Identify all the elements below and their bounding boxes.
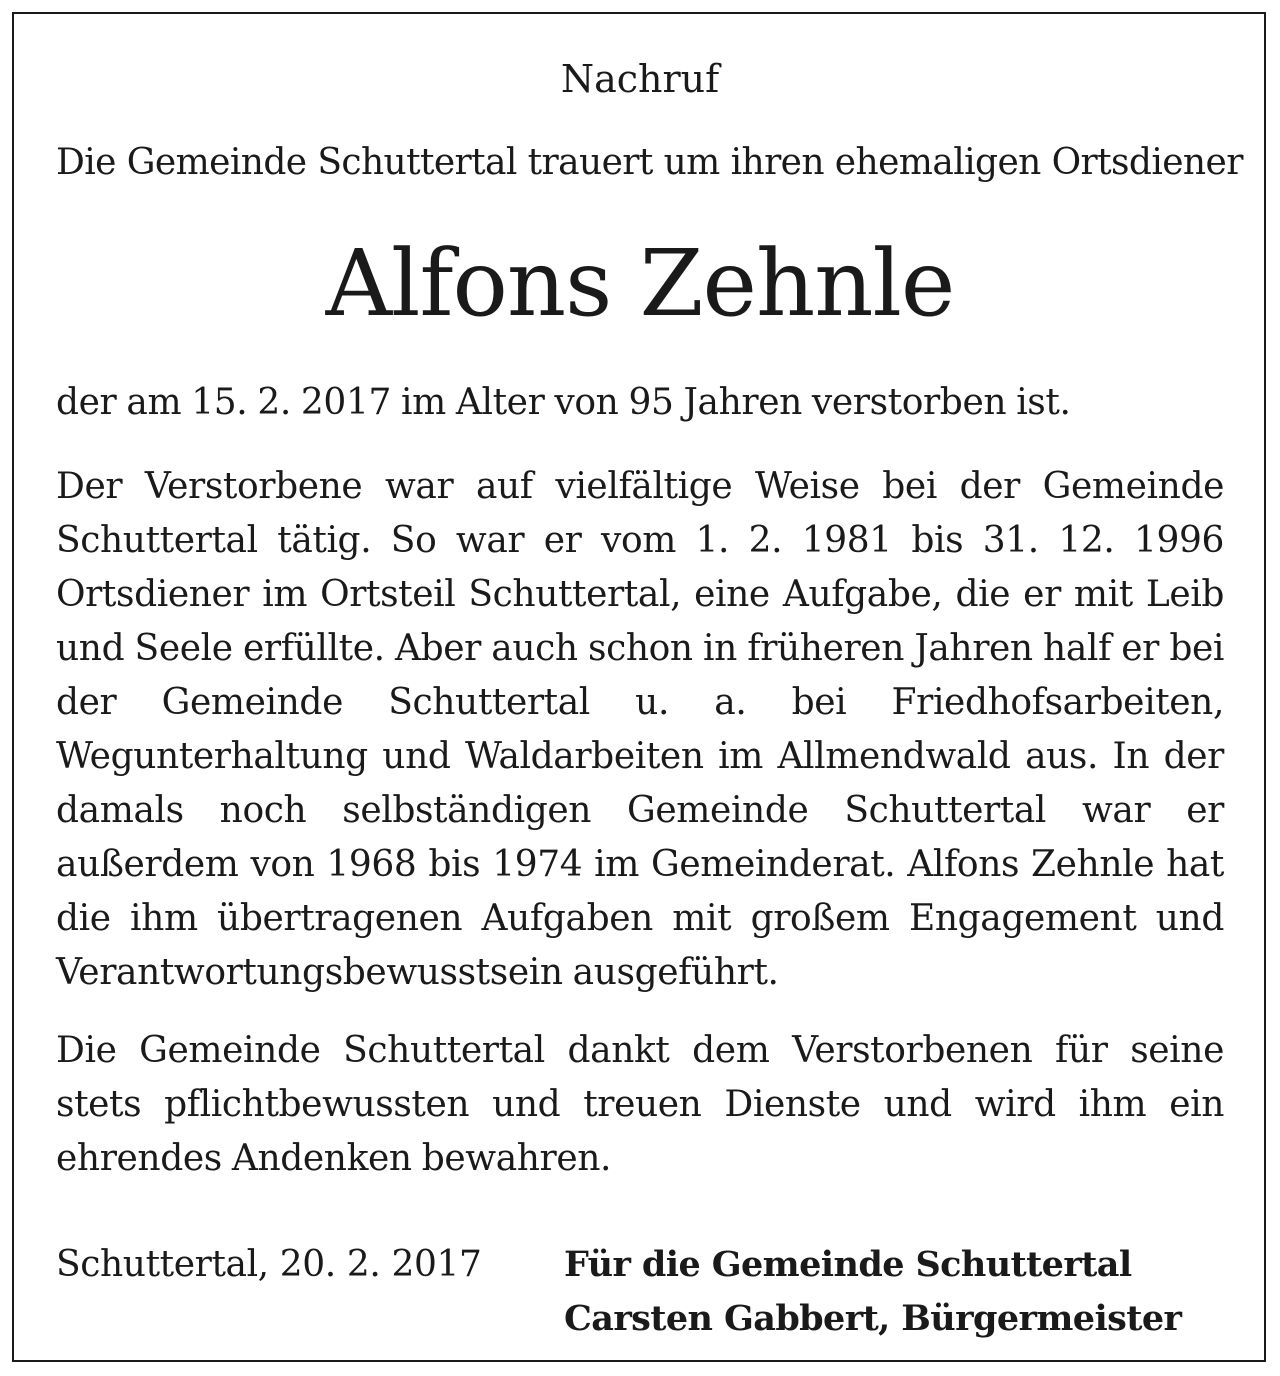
place-date: Schuttertal, 20. 2. 2017 <box>56 1244 482 1285</box>
signature-line-2: Carsten Gabbert, Bürgermeister <box>564 1298 1182 1339</box>
deceased-name: Alfons Zehnle <box>325 230 955 337</box>
signature-block <box>564 1238 1224 1346</box>
signature-line-1: Für die Gemeinde Schuttertal <box>564 1244 1132 1285</box>
death-line: der am 15. 2. 2017 im Alter von 95 Jahren verstorben ist. <box>56 382 1071 423</box>
notice-intro: Die Gemeinde Schuttertal trauert um ihren ehemaligen Ortsdiener <box>56 142 1243 183</box>
notice-heading: Nachruf <box>560 57 720 101</box>
thanks-paragraph: Die Gemeinde Schuttertal dankt dem Verstorbenen für seine stets pflichtbewussten und treuen Dienste und wird ihm ein ehrendes Andenken bewahren. <box>56 1030 1224 1179</box>
biography-paragraph: Der Verstorbene war auf vielfältige Weise bei der Gemeinde Schuttertal tätig. So war er vom 1. 2. 1981 bis 31. 12. 1996 Ortsdiener im Ortsteil Schuttertal, eine Aufgabe, die er mit Leib und Seele erfüllte. Aber auch schon in früheren Jahren half er bei der Gemeinde Schuttertal u. a. bei Friedhofsarbeiten, Wegunterhaltung und Waldarbeiten im Allmendwald aus. In der damals noch selbständigen Gemeinde Schuttertal war er außerdem von 1968 bis 1974 im Gemeinderat. Alfons Zehnle hat die ihm übertragenen Aufgaben mit großem Engagement und Verantwortungsbewusstsein ausgeführt. <box>56 466 1224 993</box>
obituary-notice <box>12 12 1266 1362</box>
